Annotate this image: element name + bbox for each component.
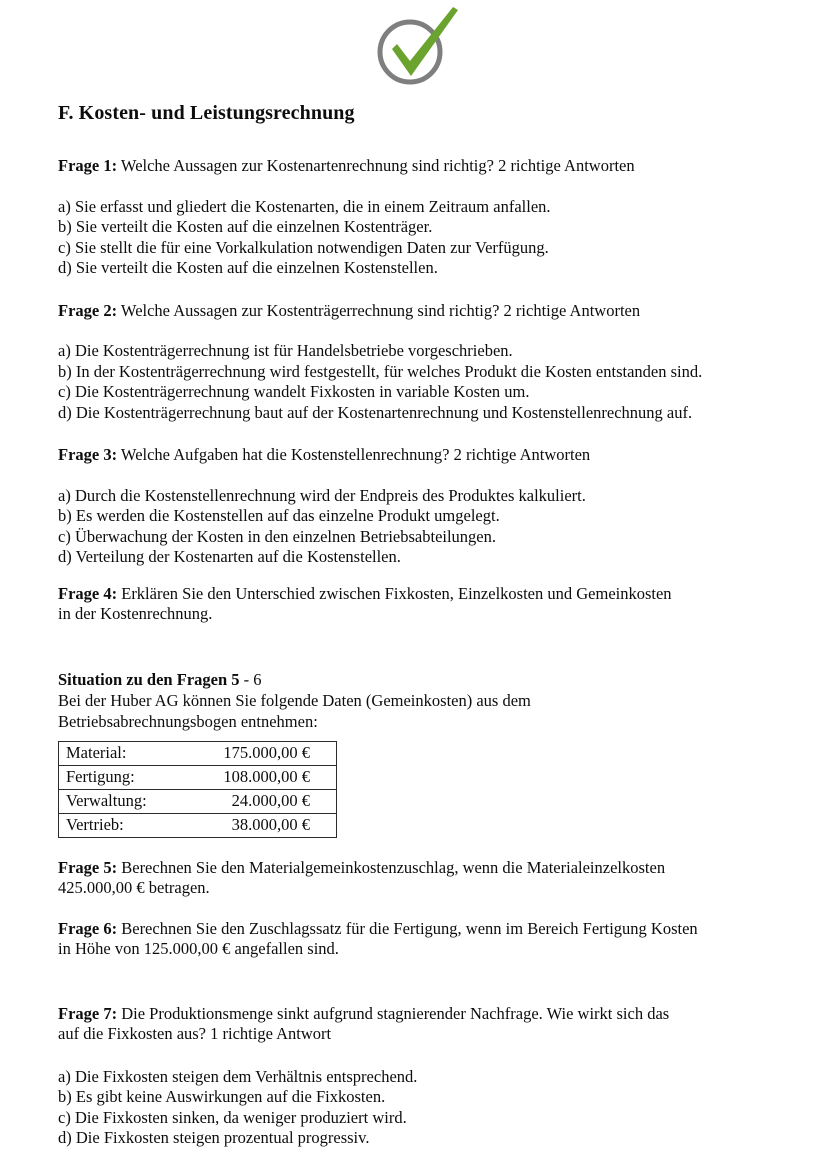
question-7-prompt-line2: auf die Fixkosten aus? 1 richtige Antwort xyxy=(58,1024,332,1043)
answer-option[interactable]: a) Durch die Kostenstellenrechnung wird der Endpreis des Produktes kalkuliert. xyxy=(58,485,586,505)
table-cell-value: 175.000,00 € xyxy=(184,741,337,765)
question-4-prompt-line2: in der Kostenrechnung. xyxy=(58,604,213,623)
situation-line-1: Bei der Huber AG können Sie folgende Daten (Gemeinkosten) aus dem xyxy=(58,690,531,710)
question-5-text: Berechnen Sie den Materialgemeinkostenzuschlag, wenn die Materialeinzelkosten xyxy=(117,857,666,877)
question-5-prompt-line1 xyxy=(58,858,788,879)
question-1-text: Welche Aussagen zur Kostenartenrechnung sind richtig? 2 richtige Antworten xyxy=(117,156,635,175)
answer-option[interactable]: c) Sie stellt die für eine Vorkalkulation notwendigen Daten zur Verfügung. xyxy=(58,237,549,257)
situation-block xyxy=(58,669,788,838)
answer-option[interactable]: c) Überwachung der Kosten in den einzelnen Betriebsabteilungen. xyxy=(58,526,497,546)
situation-line-2: Betriebsabrechnungsbogen entnehmen: xyxy=(58,711,318,731)
table-cell-label: Vertrieb: xyxy=(59,813,185,837)
question-3-answers xyxy=(58,486,788,568)
answer-option[interactable]: d) Die Fixkosten steigen prozentual progressiv. xyxy=(58,1128,370,1147)
question-1-answers xyxy=(58,197,788,279)
question-block-1 xyxy=(58,156,788,279)
question-4-prompt-line1 xyxy=(58,584,788,605)
question-7-label: Frage 7: xyxy=(58,1003,118,1023)
question-3-text: Welche Aufgaben hat die Kostenstellenrechnung? 2 richtige Antworten xyxy=(117,445,591,464)
table-cell-label: Verwaltung: xyxy=(59,789,185,813)
question-1-prompt xyxy=(58,156,788,177)
table-cell-value: 108.000,00 € xyxy=(184,765,337,789)
table-row xyxy=(59,789,337,813)
answer-option[interactable]: b) In der Kostenträgerrechnung wird festgestellt, für welches Produkt die Kosten entstanden sind. xyxy=(58,361,703,381)
situation-heading-light: - 6 xyxy=(239,669,262,689)
question-5-prompt-line2: 425.000,00 € betragen. xyxy=(58,878,210,897)
answer-option[interactable]: a) Die Kostenträgerrechnung ist für Handelsbetriebe vorgeschrieben. xyxy=(58,341,513,360)
table-row xyxy=(59,765,337,789)
table-cell-label: Material: xyxy=(59,741,185,765)
question-block-3 xyxy=(58,445,788,568)
question-block-6 xyxy=(58,919,788,960)
question-2-label: Frage 2: xyxy=(58,300,118,320)
question-5-label: Frage 5: xyxy=(58,857,118,877)
question-6-prompt-line1 xyxy=(58,919,788,940)
question-7-answers xyxy=(58,1067,788,1149)
question-6-prompt-line2: in Höhe von 125.000,00 € angefallen sind. xyxy=(58,939,339,958)
answer-option[interactable]: b) Es werden die Kostenstellen auf das einzelne Produkt umgelegt. xyxy=(58,506,500,525)
answer-option[interactable]: c) Die Kostenträgerrechnung wandelt Fixkosten in variable Kosten um. xyxy=(58,382,530,401)
document-body xyxy=(58,100,788,1149)
question-block-7 xyxy=(58,1004,788,1149)
question-2-text: Welche Aussagen zur Kostenträgerrechnung sind richtig? 2 richtige Antworten xyxy=(117,300,641,320)
question-2-prompt xyxy=(58,301,788,322)
question-3-prompt xyxy=(58,445,788,466)
logo-header xyxy=(0,4,831,96)
question-1-label: Frage 1: xyxy=(58,156,118,175)
question-block-5 xyxy=(58,858,788,899)
question-2-answers xyxy=(58,341,788,423)
question-4-text: Erklären Sie den Unterschied zwischen Fixkosten, Einzelkosten und Gemeinkosten xyxy=(117,583,672,603)
question-6-label: Frage 6: xyxy=(58,918,118,938)
page-title: F. Kosten- und Leistungsrechnung xyxy=(58,102,355,124)
question-7-prompt-line1 xyxy=(58,1004,788,1025)
answer-option[interactable]: b) Es gibt keine Auswirkungen auf die Fixkosten. xyxy=(58,1087,386,1106)
question-7-text: Die Produktionsmenge sinkt aufgrund stagnierender Nachfrage. Wie wirkt sich das xyxy=(117,1003,670,1023)
table-cell-value: 38.000,00 € xyxy=(184,813,337,837)
situation-heading xyxy=(58,669,788,690)
question-4-label: Frage 4: xyxy=(58,583,118,603)
answer-option[interactable]: d) Sie verteilt die Kosten auf die einzelnen Kostenstellen. xyxy=(58,258,438,277)
situation-heading-bold: Situation zu den Fragen 5 xyxy=(58,669,240,689)
gemeinkosten-table xyxy=(58,741,337,838)
answer-option[interactable]: a) Sie erfasst und gliedert die Kostenarten, die in einem Zeitraum anfallen. xyxy=(58,196,551,216)
question-block-2 xyxy=(58,301,788,424)
table-cell-value: 24.000,00 € xyxy=(184,789,337,813)
green-check-circle-icon xyxy=(370,4,462,92)
table-row xyxy=(59,741,337,765)
table-row xyxy=(59,813,337,837)
answer-option[interactable]: a) Die Fixkosten steigen dem Verhältnis entsprechend. xyxy=(58,1066,418,1086)
question-block-4 xyxy=(58,584,788,625)
question-6-text: Berechnen Sie den Zuschlagssatz für die Fertigung, wenn im Bereich Fertigung Kosten xyxy=(117,918,698,938)
question-3-label: Frage 3: xyxy=(58,445,118,464)
answer-option[interactable]: d) Verteilung der Kostenarten auf die Kostenstellen. xyxy=(58,547,401,566)
answer-option[interactable]: b) Sie verteilt die Kosten auf die einzelnen Kostenträger. xyxy=(58,217,433,236)
table-cell-label: Fertigung: xyxy=(59,765,185,789)
answer-option[interactable]: d) Die Kostenträgerrechnung baut auf der Kostenartenrechnung und Kostenstellenrechnung auf. xyxy=(58,402,693,422)
answer-option[interactable]: c) Die Fixkosten sinken, da weniger produziert wird. xyxy=(58,1107,407,1127)
